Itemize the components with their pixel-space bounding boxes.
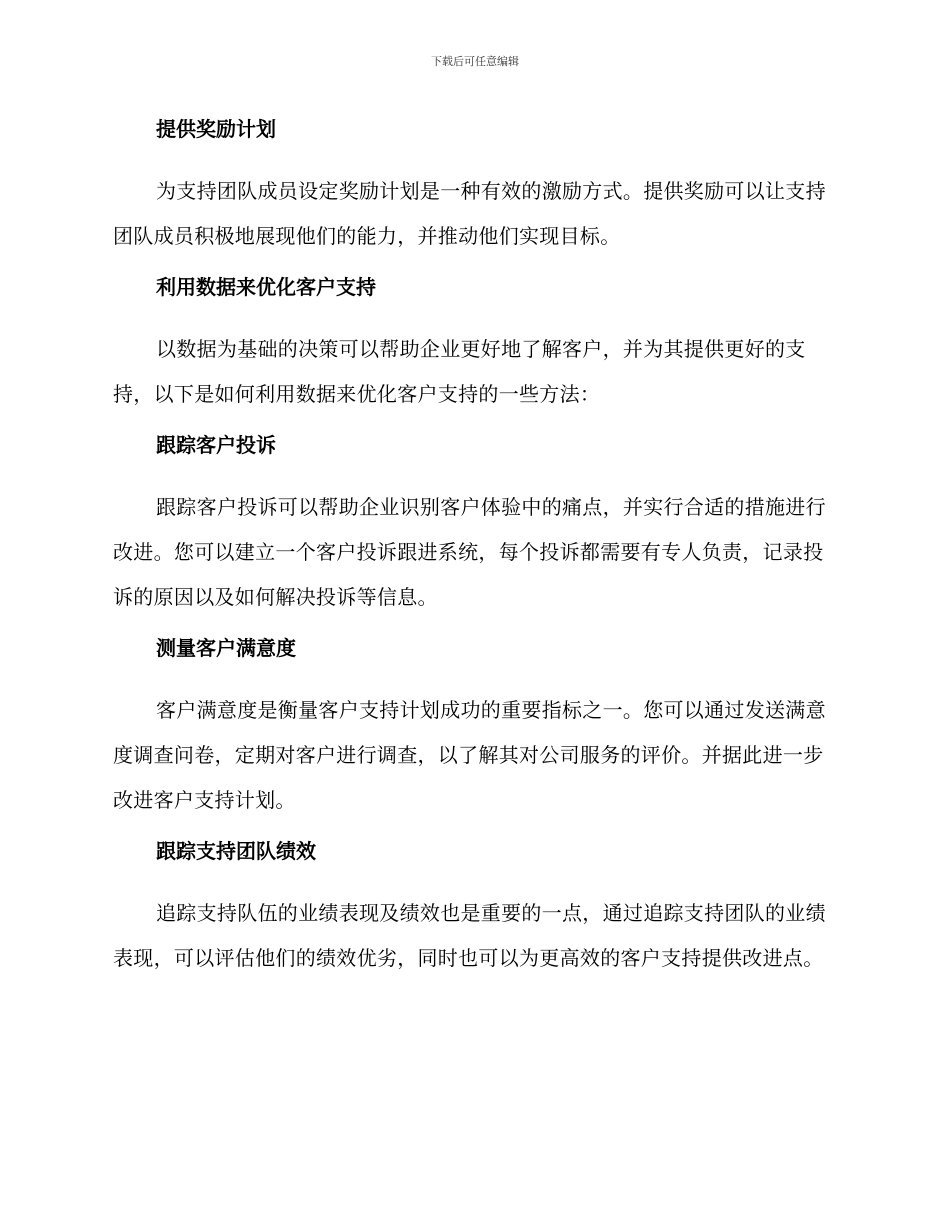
section-heading: 跟踪支持团队绩效 [156,839,316,863]
section-data-optimization [113,270,833,417]
section-paragraph: 以数据为基础的决策可以帮助企业更好地了解客户，并为其提供更好的支持，以下是如何利用数据来优化客户支持的一些方法： [113,337,806,406]
section-paragraph: 客户满意度是衡量客户支持计划成功的重要指标之一。您可以通过发送满意度调查问卷，定期对客户进行调查，以了解其对公司服务的评价。并据此进一步改进客户支持计划。 [113,698,826,812]
section-heading: 提供奖励计划 [156,117,276,141]
section-paragraph: 跟踪客户投诉可以帮助企业识别客户体验中的痛点，并实行合适的措施进行改进。您可以建立一个客户投诉跟进系统，每个投诉都需要有专人负责，记录投诉的原因以及如何解决投诉等信息。 [113,495,826,609]
section-track-complaints [113,428,833,620]
section-reward-plan [113,112,833,259]
section-paragraph: 为支持团队成员设定奖励计划是一种有效的激励方式。提供奖励可以让支持团队成员积极地展现他们的能力，并推动他们实现目标。 [113,179,826,248]
section-heading: 利用数据来优化客户支持 [156,275,376,299]
section-measure-satisfaction [113,631,833,823]
section-heading: 测量客户满意度 [156,636,296,660]
section-heading: 跟踪客户投诉 [156,433,276,457]
page-header: 下载后可任意编辑 [431,55,519,68]
section-team-performance [113,834,833,981]
section-paragraph: 追踪支持队伍的业绩表现及绩效也是重要的一点，通过追踪支持团队的业绩表现，可以评估他们的绩效优劣，同时也可以为更高效的客户支持提供改进点。 [113,901,826,970]
document-body [113,112,833,992]
